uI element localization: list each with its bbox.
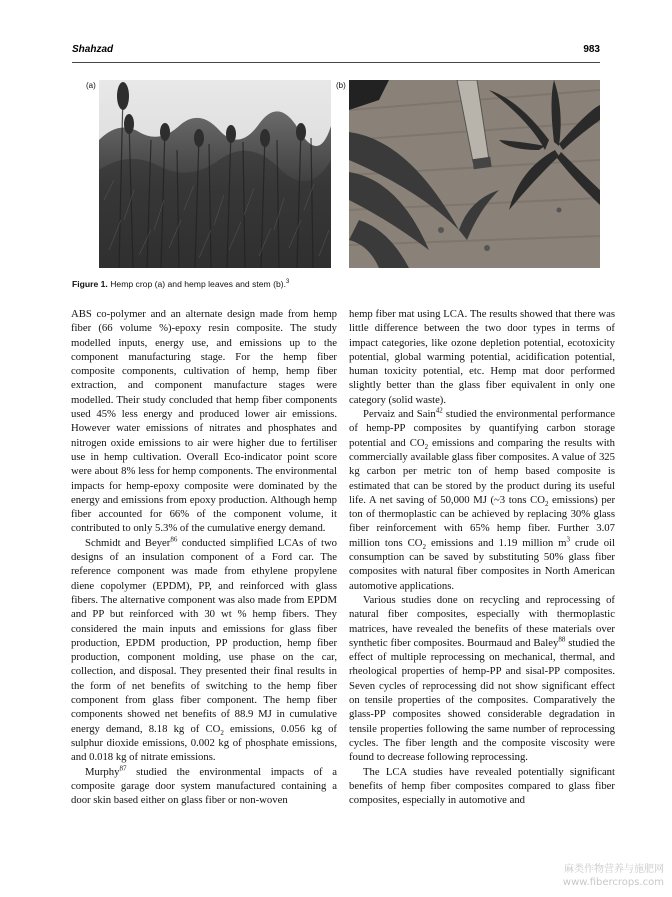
page-number: 983 xyxy=(583,44,600,55)
watermark-line-2: www.fibercrops.com xyxy=(562,877,664,888)
watermark-line-1: 麻类作物营养与施肥网 xyxy=(564,864,664,875)
text-span: Pervaiz and Sain xyxy=(363,408,436,421)
text-span: crude oil consumption can be saved by substituting 50% glass fiber composites with natural fiber composites in North American automotive applications. xyxy=(349,536,615,592)
text-span: Various studies done on recycling and reprocessing of natural fiber composites, especially with thermoplastic matrices, have revealed the benefits of these materials over synthetic fiber composites. Bourmaud and Baley xyxy=(349,593,615,649)
citation-ref: 42 xyxy=(435,406,443,415)
figure-caption-ref: 3 xyxy=(286,279,290,286)
citation-ref: 86 xyxy=(170,535,178,544)
figure-caption xyxy=(72,279,612,289)
text-span: studied the environmental impacts of a composite garage door system manufactured containing a door skin based either on glass fiber or non-woven xyxy=(71,765,337,807)
right-paragraph-1: hemp fiber mat using LCA. The results showed that there was little difference between the two door types in terms of impact categories, like ozone depletion potential, ecotoxicity potential, global warming potential, acidification potential, human toxicity potential, etc. Hemp mat door performed slightly better than the glass fiber equivalent in only one category (solid waste). xyxy=(349,308,615,406)
hemp-crop-photo xyxy=(99,80,331,268)
left-paragraph-3 xyxy=(71,765,337,808)
watermark xyxy=(563,863,664,889)
text-span: emissions and 1.19 million m xyxy=(426,536,567,549)
citation-ref: 88 xyxy=(558,635,566,644)
right-paragraph-4: The LCA studies have revealed potentially significant benefits of hemp fiber composites compared to glass fiber composites, especially in automotive and xyxy=(349,765,615,807)
right-column xyxy=(349,307,615,807)
text-span: studied the environmental performance of hemp-PP composites by quantifying carbon storage potential and CO xyxy=(349,408,615,449)
left-paragraph-1: ABS co-polymer and an alternate design made from hemp fiber (66 volume %)-epoxy resin composite. The study modelled inputs, energy use, and emissions up to the component manufacturing stage. For the hemp fiber composite components, cultivation of hemp, hemp fiber extraction, and component manufacture stages were modelled. Their study concluded that hemp fiber components used 45% less energy and produced lower air emissions. However water emissions of nitrates and phosphates and nitrogen oxide emissions to air were higher due to fertiliser use in hemp cultivation. Overall Eco-indicator point score were about 8% less for hemp components. The environmental impacts for hemp-epoxy composite were dominated by the energy and emissions from epoxy production. Although hemp fiber accounted for 66% of the component volume, it contributed to only 5.3% of the cumulative energy demand. xyxy=(71,308,337,535)
header-rule xyxy=(72,62,600,63)
subscript: 2 xyxy=(220,728,224,737)
subscript: 2 xyxy=(544,500,549,508)
panel-a-label: (a) xyxy=(86,81,96,90)
text-span: conducted simplified LCAs of two designs of an insulation component of a Ford car. The reference component was made from ethylene propylene diene copolymer (EPDM), PP, and reinforced with glass fibers. The alternative component was also made from EPDM and PP but reinforced with 30 wt % hemp fibers. They considered the main inputs and emissions for glass fiber production, EPDM production, PP production, hemp fiber production, component molding, use phase on the car, collection, and disposal. They presented their final results in the form of net benefits of switching to the hemp fiber component from glass fiber component. The hemp fiber components showed net benefits of 88.9 MJ in cumulative energy demand, 8.18 kg of CO xyxy=(71,536,338,735)
hemp-leaves-stem-photo xyxy=(349,80,600,268)
text-span: emissions, 0.056 kg of sulphur dioxide emissions, 0.002 kg of phosphate emissions, and 0.018 kg of nitrate emissions. xyxy=(71,722,337,764)
right-paragraph-3 xyxy=(349,593,615,765)
figure-caption-label: Figure 1. xyxy=(72,279,108,289)
panel-b-label: (b) xyxy=(336,81,346,90)
subscript: 2 xyxy=(422,542,427,551)
left-column xyxy=(71,307,337,807)
running-head xyxy=(72,44,600,58)
text-span: emissions and comparing the results with commercially available glass fiber composites. A value of 325 kg carbon per metric ton of hemp based composite is estimated that can be stored by the product during its useful life. A net saving of 50,000 MJ (~3 tons CO xyxy=(349,436,615,506)
figure-caption-text: Hemp crop (a) and hemp leaves and stem (b). xyxy=(107,279,286,289)
left-paragraph-2 xyxy=(71,536,337,765)
running-head-author: Shahzad xyxy=(72,44,114,55)
superscript: 3 xyxy=(566,535,570,544)
text-span: emissions) per ton of thermoplastic can be achieved by replacing 30% glass fiber reinforcement with 65% hemp fiber. Further 3.07 million tons CO xyxy=(349,493,615,549)
right-paragraph-2 xyxy=(349,407,615,593)
citation-ref: 87 xyxy=(119,763,127,772)
subscript: 2 xyxy=(424,442,429,451)
text-span: Schmidt and Beyer xyxy=(85,536,171,549)
text-span: Murphy xyxy=(85,765,120,778)
text-span: studied the effect of multiple reprocessing on mechanical, thermal, and rheological properties of hemp-PP and sisal-PP composites. Seven cycles of reprocessing did not show significant effect on tensile properties of the composites. Comparatively the glass-PP composites showed considerable degradation in tensile properties following the same number of reprocessing cycles. The fiber length and the composite viscosity were found to decrease following reprocessing. xyxy=(349,636,616,764)
